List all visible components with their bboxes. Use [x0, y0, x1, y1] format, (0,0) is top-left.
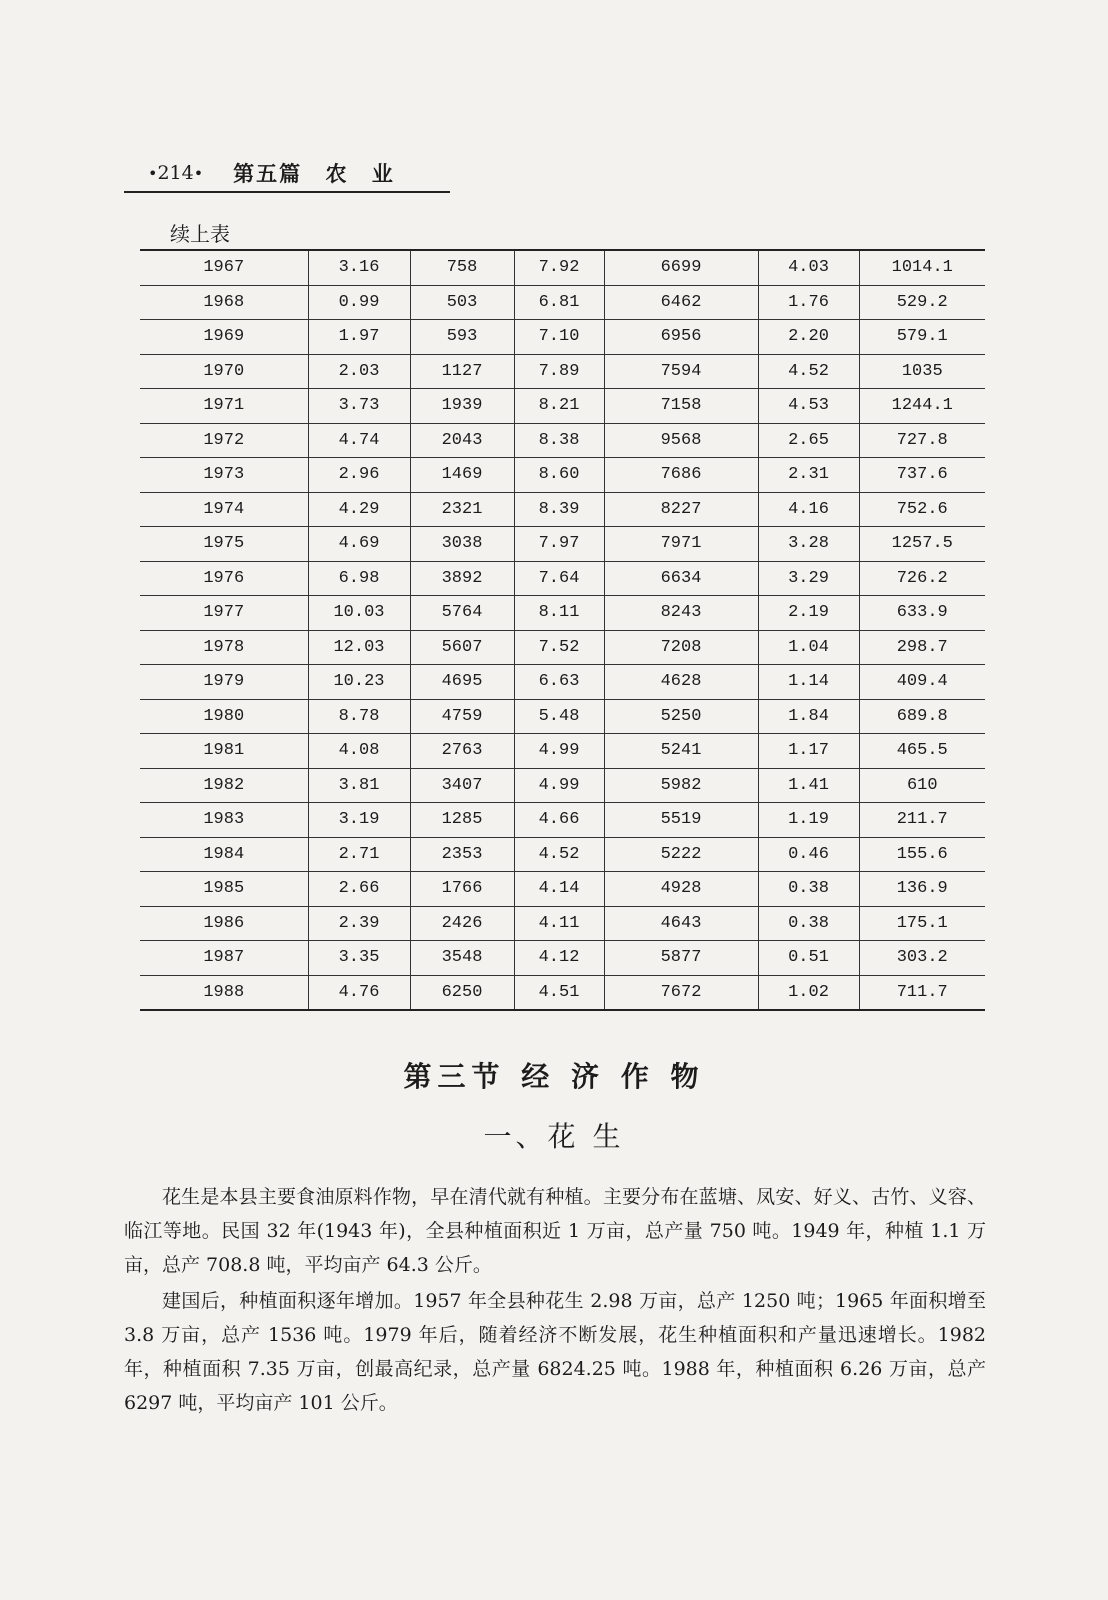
table-cell: 4.53 — [758, 389, 859, 424]
table-cell: 1285 — [410, 803, 514, 838]
table-cell: 3.28 — [758, 527, 859, 562]
table-row — [140, 389, 985, 424]
table-cell: 2353 — [410, 837, 514, 872]
year-cell: 1982 — [140, 768, 308, 803]
table-row — [140, 320, 985, 355]
table-cell: 2321 — [410, 492, 514, 527]
table-cell: 7594 — [604, 354, 758, 389]
table-cell: 1.97 — [308, 320, 410, 355]
table-cell: 3.29 — [758, 561, 859, 596]
table-row — [140, 803, 985, 838]
table-cell: 3038 — [410, 527, 514, 562]
table-cell: 1035 — [859, 354, 985, 389]
table-cell: 4.52 — [758, 354, 859, 389]
table-cell: 8.21 — [514, 389, 604, 424]
table-cell: 3407 — [410, 768, 514, 803]
table-cell: 711.7 — [859, 975, 985, 1010]
table-continuation-label: 续上表 — [170, 222, 230, 246]
table-cell: 3.35 — [308, 941, 410, 976]
table-cell: 593 — [410, 320, 514, 355]
table-cell: 4.12 — [514, 941, 604, 976]
table-row — [140, 699, 985, 734]
table-cell: 1.84 — [758, 699, 859, 734]
table-cell: 7.10 — [514, 320, 604, 355]
table-cell: 727.8 — [859, 423, 985, 458]
table-cell: 633.9 — [859, 596, 985, 631]
year-cell: 1976 — [140, 561, 308, 596]
table-row — [140, 458, 985, 493]
table-cell: 7672 — [604, 975, 758, 1010]
table-cell: 610 — [859, 768, 985, 803]
table-cell: 726.2 — [859, 561, 985, 596]
table-cell: 298.7 — [859, 630, 985, 665]
table-cell: 4.76 — [308, 975, 410, 1010]
table-cell: 7686 — [604, 458, 758, 493]
table-cell: 0.51 — [758, 941, 859, 976]
table-row — [140, 941, 985, 976]
table-cell: 6699 — [604, 250, 758, 285]
table-cell: 689.8 — [859, 699, 985, 734]
table-cell: 0.38 — [758, 906, 859, 941]
table-cell: 2.03 — [308, 354, 410, 389]
table-cell: 4.29 — [308, 492, 410, 527]
table-cell: 175.1 — [859, 906, 985, 941]
table-cell: 10.23 — [308, 665, 410, 700]
table-cell: 2.19 — [758, 596, 859, 631]
table-cell: 5607 — [410, 630, 514, 665]
table-cell: 3892 — [410, 561, 514, 596]
table-row — [140, 250, 985, 285]
table-cell: 2.65 — [758, 423, 859, 458]
table-cell: 4.08 — [308, 734, 410, 769]
table-cell: 4.74 — [308, 423, 410, 458]
crop-data-table — [140, 249, 985, 1011]
table-cell: 2.20 — [758, 320, 859, 355]
year-cell: 1978 — [140, 630, 308, 665]
table-cell: 0.99 — [308, 285, 410, 320]
table-cell: 579.1 — [859, 320, 985, 355]
table-cell: 1939 — [410, 389, 514, 424]
table-cell: 7158 — [604, 389, 758, 424]
table-cell: 758 — [410, 250, 514, 285]
year-cell: 1981 — [140, 734, 308, 769]
table-row — [140, 734, 985, 769]
table-cell: 4.11 — [514, 906, 604, 941]
table-cell: 7.89 — [514, 354, 604, 389]
table-cell: 6.81 — [514, 285, 604, 320]
table-cell: 7.64 — [514, 561, 604, 596]
table-cell: 529.2 — [859, 285, 985, 320]
table-row — [140, 527, 985, 562]
table-cell: 2426 — [410, 906, 514, 941]
table-cell: 4628 — [604, 665, 758, 700]
table-row — [140, 837, 985, 872]
table-cell: 465.5 — [859, 734, 985, 769]
table-cell: 1257.5 — [859, 527, 985, 562]
table-cell: 4.66 — [514, 803, 604, 838]
table-cell: 4.99 — [514, 768, 604, 803]
table-cell: 5250 — [604, 699, 758, 734]
table-cell: 1127 — [410, 354, 514, 389]
table-row — [140, 354, 985, 389]
table-cell: 155.6 — [859, 837, 985, 872]
table-cell: 6.63 — [514, 665, 604, 700]
table-cell: 8.39 — [514, 492, 604, 527]
table-cell: 4695 — [410, 665, 514, 700]
table-cell: 6.98 — [308, 561, 410, 596]
table-cell: 1.76 — [758, 285, 859, 320]
table-row — [140, 285, 985, 320]
table-cell: 8.38 — [514, 423, 604, 458]
table-cell: 7.92 — [514, 250, 604, 285]
table-row — [140, 768, 985, 803]
table-cell: 12.03 — [308, 630, 410, 665]
table-cell: 1469 — [410, 458, 514, 493]
table-cell: 4.69 — [308, 527, 410, 562]
table-cell: 2.66 — [308, 872, 410, 907]
table-cell: 136.9 — [859, 872, 985, 907]
table-cell: 503 — [410, 285, 514, 320]
table-cell: 5241 — [604, 734, 758, 769]
table-row — [140, 906, 985, 941]
table-cell: 5.48 — [514, 699, 604, 734]
table-row — [140, 492, 985, 527]
year-cell: 1988 — [203, 982, 245, 1002]
page-header — [124, 155, 450, 193]
table-cell: 4.03 — [758, 250, 859, 285]
year-cell: 1970 — [140, 354, 308, 389]
table-cell: 6956 — [604, 320, 758, 355]
table-row — [140, 596, 985, 631]
table-cell: 9568 — [604, 423, 758, 458]
year-cell: 1983 — [140, 803, 308, 838]
table-cell: 0.46 — [758, 837, 859, 872]
table-cell: 2763 — [410, 734, 514, 769]
table-cell: 7.97 — [514, 527, 604, 562]
table-cell: 4928 — [604, 872, 758, 907]
table-cell: 3.16 — [308, 250, 410, 285]
table-cell: 1244.1 — [859, 389, 985, 424]
table-row — [140, 423, 985, 458]
table-cell: 5764 — [410, 596, 514, 631]
table-row — [140, 665, 985, 700]
table-cell: 4.99 — [514, 734, 604, 769]
table-cell: 2.96 — [308, 458, 410, 493]
year-cell: 1971 — [140, 389, 308, 424]
table-cell: 2043 — [410, 423, 514, 458]
table-cell: 2.71 — [308, 837, 410, 872]
table-cell: 1014.1 — [859, 250, 985, 285]
table-cell: 3.73 — [308, 389, 410, 424]
table-cell: 1.02 — [758, 975, 859, 1010]
table-row — [140, 630, 985, 665]
year-cell: 1987 — [140, 941, 308, 976]
table-cell: 303.2 — [859, 941, 985, 976]
section-title: 第三节 经 济 作 物 — [403, 1060, 705, 1093]
table-cell: 6250 — [410, 975, 514, 1010]
page-number: •214• — [148, 162, 204, 184]
table-cell: 6634 — [604, 561, 758, 596]
table-cell: 1.41 — [758, 768, 859, 803]
table-cell: 7.52 — [514, 630, 604, 665]
subsection-title: 一、花 生 — [483, 1120, 625, 1153]
table-cell: 3.19 — [308, 803, 410, 838]
table-cell: 3548 — [410, 941, 514, 976]
table-cell: 6462 — [604, 285, 758, 320]
table-cell: 1.17 — [758, 734, 859, 769]
table-cell: 737.6 — [859, 458, 985, 493]
table-cell: 4.51 — [514, 975, 604, 1010]
year-cell: 1974 — [140, 492, 308, 527]
table-cell: 1766 — [410, 872, 514, 907]
year-cell: 1986 — [140, 906, 308, 941]
table-cell: 2.31 — [758, 458, 859, 493]
table-cell: 8.11 — [514, 596, 604, 631]
table-cell: 8227 — [604, 492, 758, 527]
table-cell: 1.19 — [758, 803, 859, 838]
table-cell: 8.78 — [308, 699, 410, 734]
table-cell: 8.60 — [514, 458, 604, 493]
year-cell: 1975 — [140, 527, 308, 562]
table-cell: 1.04 — [758, 630, 859, 665]
table-cell: 10.03 — [308, 596, 410, 631]
table-cell: 211.7 — [859, 803, 985, 838]
table-cell: 8243 — [604, 596, 758, 631]
table-row — [140, 561, 985, 596]
table-cell: 1.14 — [758, 665, 859, 700]
year-cell: 1969 — [140, 320, 308, 355]
table-row — [140, 872, 985, 907]
year-cell: 1972 — [140, 423, 308, 458]
table-cell: 0.38 — [758, 872, 859, 907]
table-cell: 5222 — [604, 837, 758, 872]
table-cell: 409.4 — [859, 665, 985, 700]
table-cell: 2.39 — [308, 906, 410, 941]
paragraph: 花生是本县主要食油原料作物，早在清代就有种植。主要分布在蓝塘、凤安、好义、古竹、义容、临江等地。民国 32 年(1943 年)，全县种植面积近 1 万亩，总产量 750 吨。1949 年，种植 1.1 万亩，总产 708.8 吨，平均亩产 64.3 公斤。 — [124, 1186, 986, 1276]
year-cell: 1985 — [140, 872, 308, 907]
table-cell: 7971 — [604, 527, 758, 562]
paragraph: 建国后，种植面积逐年增加。1957 年全县种花生 2.98 万亩，总产 1250 吨；1965 年面积增至 3.8 万亩，总产 1536 吨。1979 年后，随着经济不断发展，花生种植面积和产量迅速增长。1982 年，种植面积 7.35 万亩，创最高纪录，总产量 6824.25 吨。1988 年，种植面积 6.26 万亩，总产 6297 吨，平均亩产 101 公斤。 — [124, 1290, 986, 1414]
table-cell: 752.6 — [859, 492, 985, 527]
table-cell: 5877 — [604, 941, 758, 976]
year-cell: 1968 — [140, 285, 308, 320]
table-cell: 3.81 — [308, 768, 410, 803]
year-cell: 1979 — [140, 665, 308, 700]
table-cell: 4759 — [410, 699, 514, 734]
year-cell: 1973 — [140, 458, 308, 493]
table-cell: 7208 — [604, 630, 758, 665]
table-cell: 5982 — [604, 768, 758, 803]
chapter-title: 第五篇 农 业 — [233, 162, 395, 186]
year-cell: 1984 — [140, 837, 308, 872]
table-row — [140, 975, 985, 1010]
table-cell: 4.52 — [514, 837, 604, 872]
year-cell: 1977 — [140, 596, 308, 631]
year-cell: 1967 — [140, 250, 308, 285]
body-text — [124, 1180, 986, 1422]
table-cell: 4.14 — [514, 872, 604, 907]
table-cell: 4.16 — [758, 492, 859, 527]
year-cell: 1980 — [140, 699, 308, 734]
table-cell: 5519 — [604, 803, 758, 838]
table-cell: 4643 — [604, 906, 758, 941]
